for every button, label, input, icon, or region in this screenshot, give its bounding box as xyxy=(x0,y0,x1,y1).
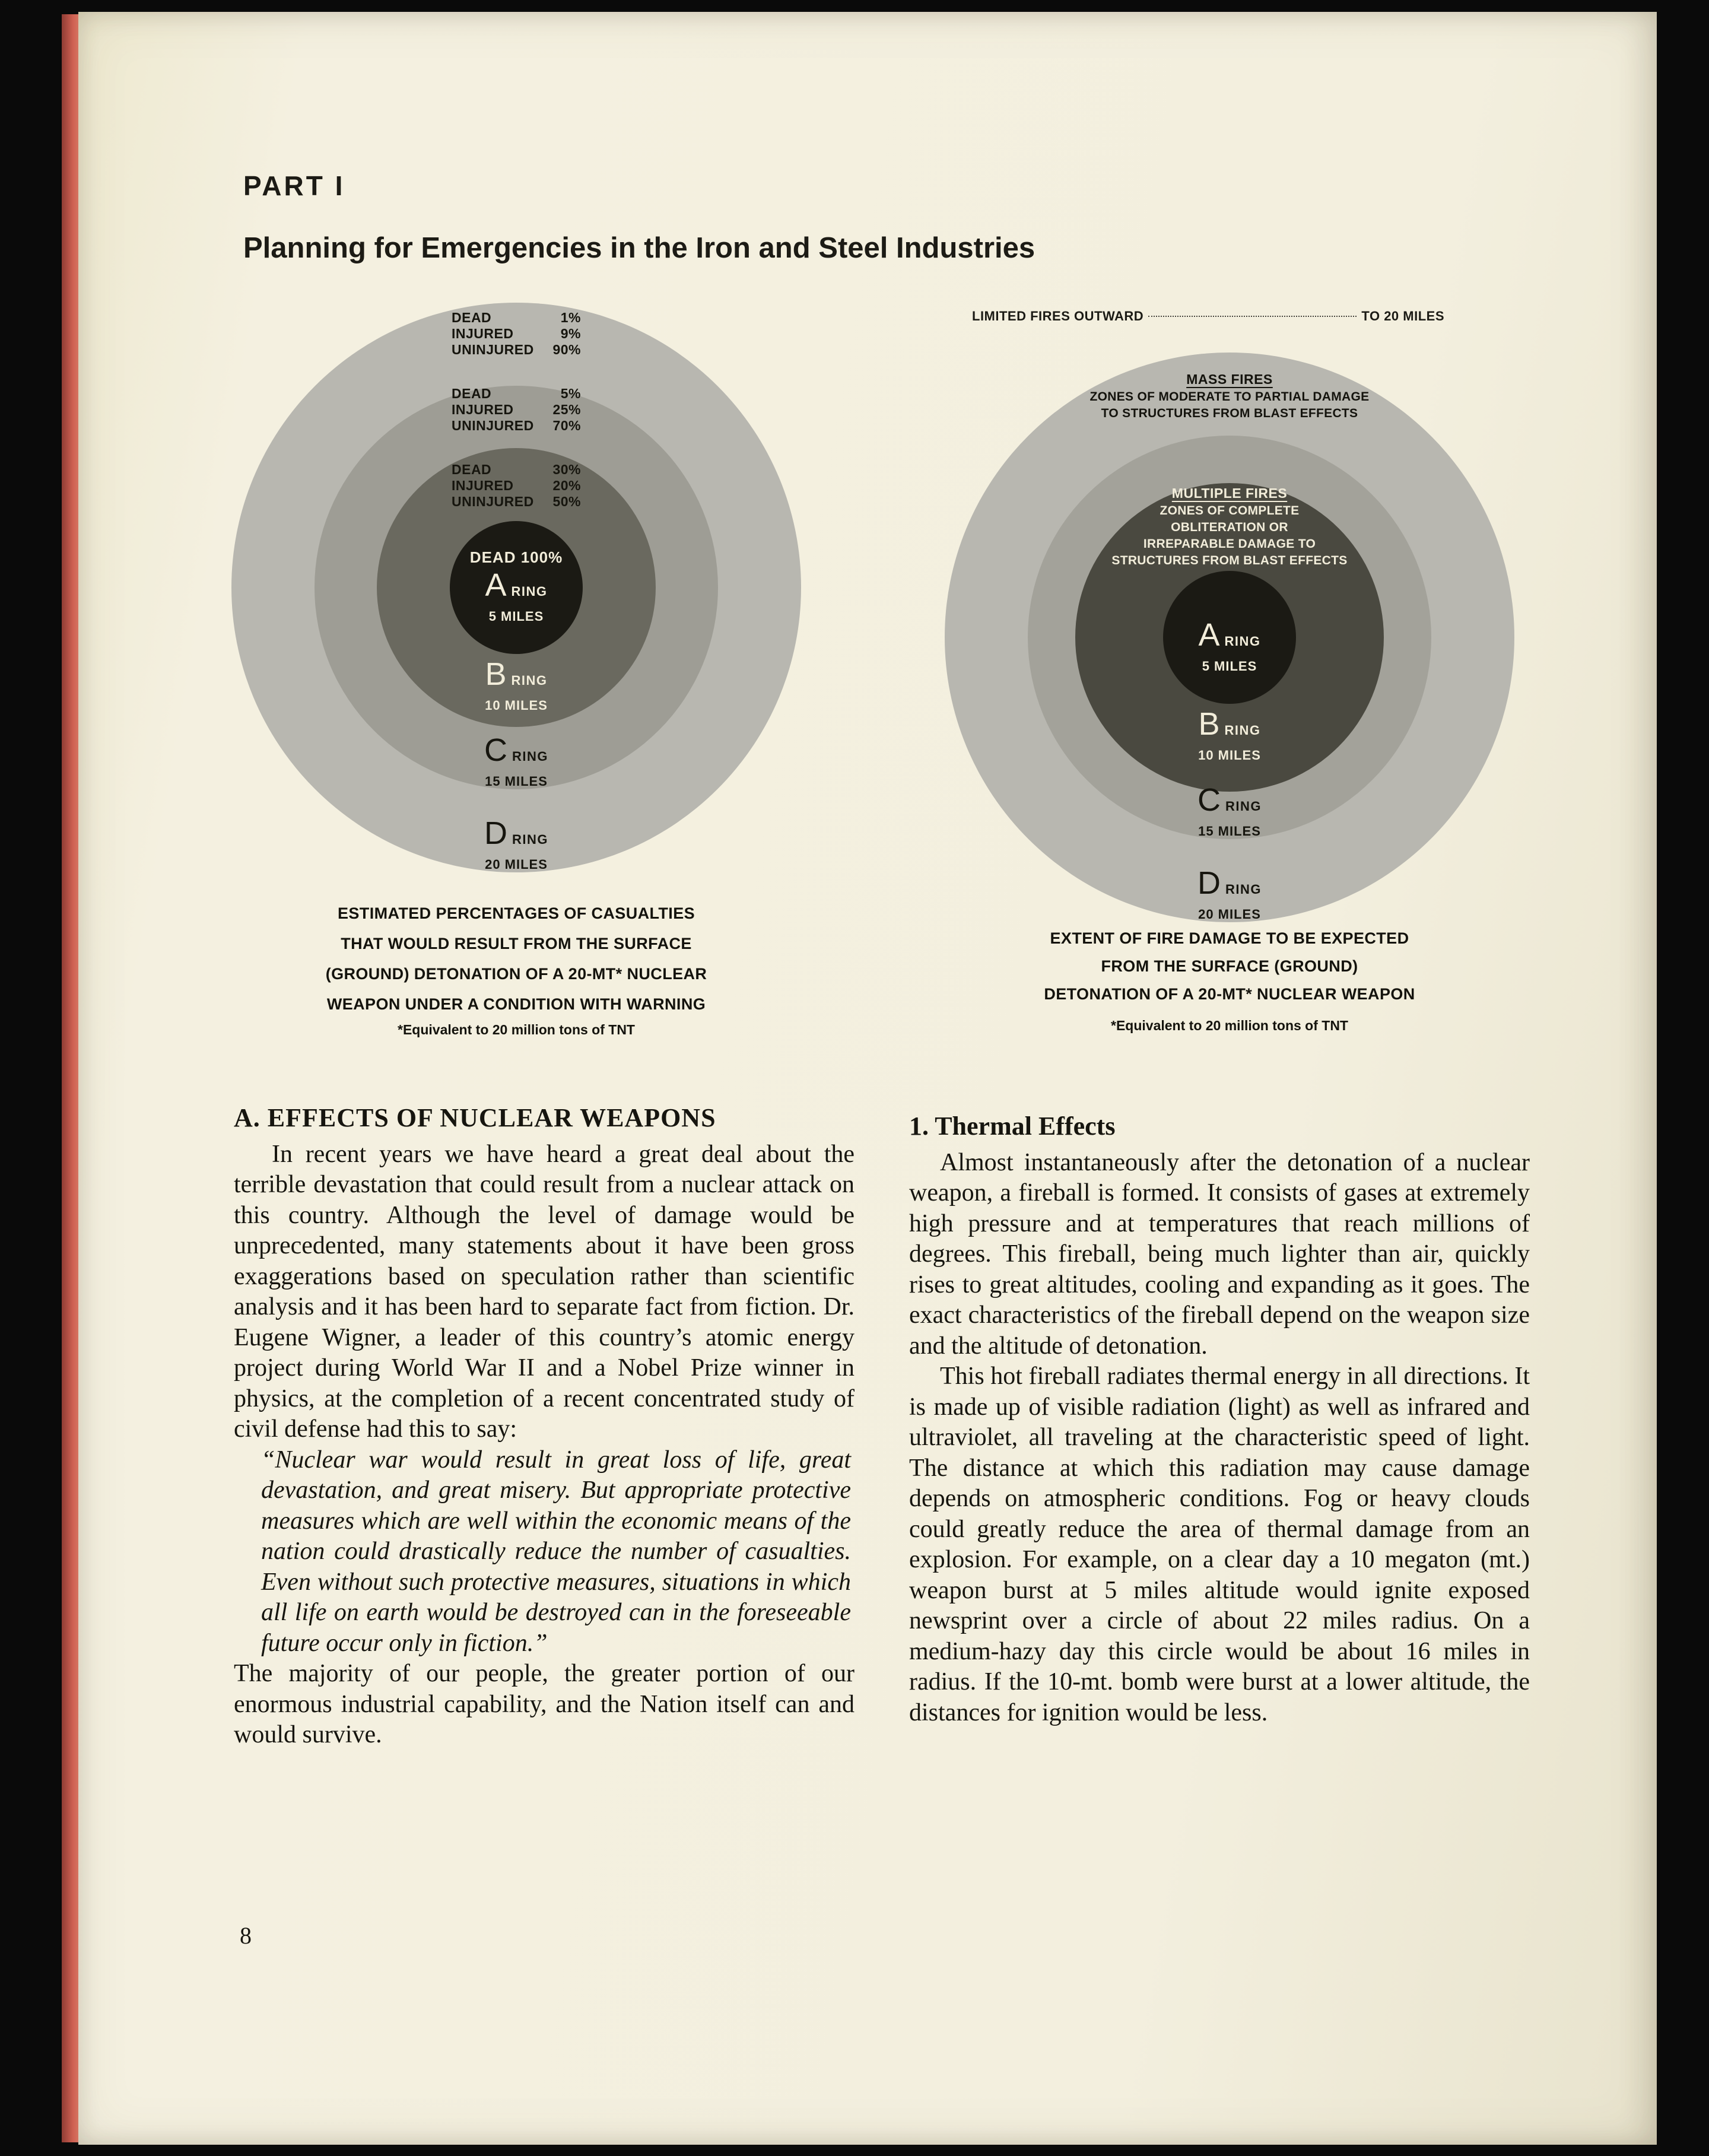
limited-fires-callout xyxy=(972,309,1444,324)
ring-letter: C xyxy=(484,732,507,768)
casualty-row xyxy=(452,462,581,478)
casualty-value: 20% xyxy=(552,478,581,493)
mass-fires-zone-text xyxy=(945,370,1514,422)
casualty-row xyxy=(452,402,581,418)
page-title: Planning for Emergencies in the Iron and Steel Industries xyxy=(243,232,1035,264)
ring-b-label xyxy=(231,656,801,713)
ring-word: RING xyxy=(512,832,548,847)
ring-a-label xyxy=(945,617,1514,674)
casualty-value: 1% xyxy=(560,310,581,325)
casualty-label: UNINJURED xyxy=(452,494,534,509)
multiple-fires-zone-text xyxy=(1098,484,1361,569)
casualty-label: DEAD xyxy=(452,386,492,401)
fire-diagram-caption xyxy=(945,925,1514,1034)
zone-line: IRREPARABLE DAMAGE TO xyxy=(1143,537,1316,551)
ring-c-label xyxy=(231,732,801,789)
ring-miles: 15 MILES xyxy=(485,774,548,789)
ring-miles: 20 MILES xyxy=(1198,907,1261,922)
ring-word: RING xyxy=(1224,634,1261,649)
casualty-label: INJURED xyxy=(452,478,514,493)
zone-line: OBLITERATION OR xyxy=(1171,520,1288,534)
ring-word: RING xyxy=(1224,723,1261,738)
thermal-section xyxy=(909,1111,1530,1728)
tnt-footnote: *Equivalent to 20 million tons of TNT xyxy=(398,1022,635,1037)
ring-miles: 5 MILES xyxy=(1202,659,1257,674)
caption-line: (GROUND) DETONATION OF A 20-MT* NUCLEAR xyxy=(325,965,707,983)
ring-word: RING xyxy=(511,673,548,688)
casualty-label: DEAD xyxy=(452,310,492,325)
casualty-label: INJURED xyxy=(452,326,514,341)
casualty-value: 5% xyxy=(560,386,581,401)
ring-letter: B xyxy=(485,656,507,692)
casualty-value: 90% xyxy=(552,342,581,357)
casualty-diagram-caption xyxy=(231,898,801,1038)
ring-c-label xyxy=(945,782,1514,839)
caption-line: THAT WOULD RESULT FROM THE SURFACE xyxy=(341,935,692,952)
ring-miles: 15 MILES xyxy=(1198,824,1261,839)
thermal-paragraph-1: Almost instantaneously after the detonation of a nuclear weapon, a fireball is formed. It consists of gases at extremely high pressure and at temperatures that reach millions of degrees. This fireball, being much lighter than air, quickly rises to great altitudes, cooling and expanding as it goes. The exact characteristics of the fireball depend on the weapon size and the altitude of detonation. xyxy=(909,1148,1530,1360)
caption-line: ESTIMATED PERCENTAGES OF CASUALTIES xyxy=(337,904,695,922)
fire-damage-diagram xyxy=(945,309,1514,922)
part-label: PART I xyxy=(243,170,345,201)
effects-section xyxy=(234,1103,854,1751)
zone-line: ZONES OF COMPLETE xyxy=(1160,504,1300,517)
casualty-row xyxy=(452,326,581,342)
casualty-row xyxy=(452,310,581,326)
effects-paragraph-1: In recent years we have heard a great deal about the terrible devastation that could result from a nuclear attack on this country. Although the level of damage would be unprecedented, many statements about it have been gross exaggerations based on speculation rather than scientific analysis and it has been hard to separate fact from fiction. Dr. Eugene Wigner, a leader of this country’s atomic energy project during World War II and a Nobel Prize winner in physics, at the completion of a recent concentrated study of civil defense had this to say: xyxy=(234,1140,854,1443)
ring-letter: A xyxy=(1198,617,1220,653)
casualty-label: UNINJURED xyxy=(452,418,534,433)
ring-letter: D xyxy=(1197,865,1221,901)
casualty-row xyxy=(452,418,581,434)
effects-heading: A. EFFECTS OF NUCLEAR WEAPONS xyxy=(234,1103,716,1132)
casualty-value: 30% xyxy=(552,462,581,477)
ring-miles: 20 MILES xyxy=(485,857,548,872)
zone-line: STRUCTURES FROM BLAST EFFECTS xyxy=(1111,554,1348,567)
zone-line: TO STRUCTURES FROM BLAST EFFECTS xyxy=(1101,407,1358,420)
ring-letter: D xyxy=(484,815,507,851)
casualty-band-c xyxy=(231,386,801,434)
tnt-footnote: *Equivalent to 20 million tons of TNT xyxy=(1111,1018,1348,1033)
center-casualty-label: DEAD 100% xyxy=(469,548,563,566)
mass-fires-title: MASS FIRES xyxy=(1186,371,1273,387)
ring-miles: 5 MILES xyxy=(488,609,544,624)
caption-line: DETONATION OF A 20-MT* NUCLEAR WEAPON xyxy=(1044,985,1415,1003)
ring-d-label xyxy=(231,815,801,872)
casualty-label: DEAD xyxy=(452,462,492,477)
caption-line: EXTENT OF FIRE DAMAGE TO BE EXPECTED xyxy=(1050,929,1409,947)
casualty-row xyxy=(452,342,581,358)
ring-word: RING xyxy=(1225,799,1262,814)
page-number: 8 xyxy=(240,1922,252,1949)
casualty-band-d xyxy=(231,310,801,358)
casualty-value: 9% xyxy=(560,326,581,341)
casualty-band-b xyxy=(231,462,801,510)
limited-fires-label: LIMITED FIRES OUTWARD xyxy=(972,309,1144,323)
ring-b-label xyxy=(945,706,1514,763)
ring-d-label xyxy=(945,865,1514,922)
casualty-value: 70% xyxy=(552,418,581,433)
ring-letter: A xyxy=(485,567,507,603)
effects-paragraph-2: The majority of our people, the greater portion of our enormous industrial capability, and the Nation itself can and would survive. xyxy=(234,1660,854,1748)
casualty-label: INJURED xyxy=(452,402,514,417)
to-20-miles-label: TO 20 MILES xyxy=(1361,309,1444,323)
leader-line xyxy=(1148,316,1357,317)
ring-letter: B xyxy=(1198,706,1220,742)
wigner-quote: “Nuclear war would result in great loss of life, great devastation, and great misery. But appropriate protective measures which are well within the economic means of the nation could drastically reduce the number of casualties. Even without such protective measures, situations in which all life on earth would be destroyed can in the foreseeable future occur only in fiction.” xyxy=(261,1446,851,1657)
ring-word: RING xyxy=(512,749,548,764)
casualty-diagram xyxy=(231,303,801,872)
caption-line: FROM THE SURFACE (GROUND) xyxy=(1101,957,1358,975)
ring-a-label xyxy=(231,567,801,624)
ring-miles: 10 MILES xyxy=(1198,748,1261,763)
thermal-paragraph-2: This hot fireball radiates thermal energy in all directions. It is made up of visible radiation (light) as well as infrared and ultraviolet, all traveling at the characteristic speed of light. The distance at which this radiation may cause damage depends on atmospheric conditions. Fog or heavy clouds could greatly reduce the area of thermal damage from an explosion. For example, on a clear day a 10 megaton (mt.) weapon burst at 5 miles altitude would ignite exposed newsprint over a circle of about 22 miles radius. On a medium-hazy day this circle would be about 16 miles in radius. If the 10-mt. bomb were burst at a lower altitude, the distances for ignition would be less. xyxy=(909,1363,1530,1726)
casualty-row xyxy=(452,386,581,402)
ring-word: RING xyxy=(1225,882,1262,897)
casualty-value: 50% xyxy=(552,494,581,509)
casualty-row xyxy=(452,494,581,510)
casualty-row xyxy=(452,478,581,494)
ring-word: RING xyxy=(511,584,548,599)
casualty-label: UNINJURED xyxy=(452,342,534,357)
ring-miles: 10 MILES xyxy=(485,698,548,713)
caption-line: WEAPON UNDER A CONDITION WITH WARNING xyxy=(326,995,706,1013)
thermal-heading: 1. Thermal Effects xyxy=(909,1112,1116,1141)
multiple-fires-title: MULTIPLE FIRES xyxy=(1171,485,1288,501)
zone-line: ZONES OF MODERATE TO PARTIAL DAMAGE xyxy=(1089,390,1370,404)
casualty-value: 25% xyxy=(552,402,581,417)
ring-letter: C xyxy=(1197,782,1221,818)
